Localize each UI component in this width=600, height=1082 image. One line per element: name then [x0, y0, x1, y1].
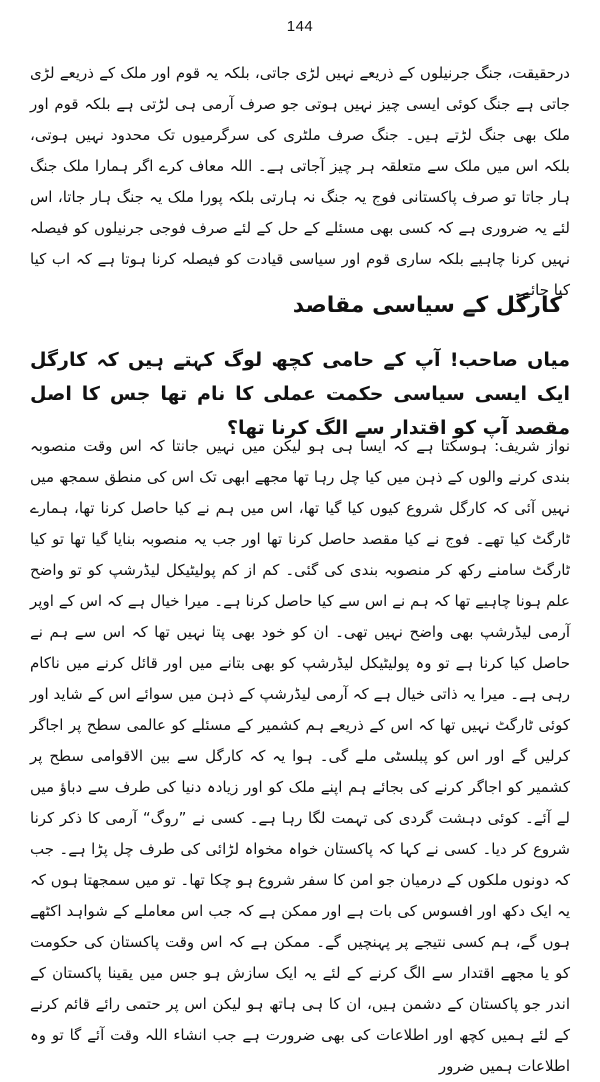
- intro-paragraph: درحقیقت، جنگ جرنیلوں کے ذریعے نہیں لڑی جاتی، بلکہ یہ قوم اور ملک کے ذریعے لڑی جاتی ہے جنگ کوئی ایسی چیز نہیں ہوتی جو صرف آرمی ہی لڑتی ہے بلکہ قوم اور ملک بھی جنگ لڑتے ہیں۔ جنگ صرف ملٹری کی سرگرمیوں تک محدود نہیں ہوتی، بلکہ اس میں ملک سے متعلقہ ہر چیز آجاتی ہے۔ اللہ معاف کرے اگر ہمارا ملک جنگ ہار جاتا تو صرف پاکستانی فوج یہ جنگ نہ ہارتی بلکہ پورا ملک یہ جنگ ہار جاتا، اس لئے یہ ضروری ہے کہ کسی بھی مسئلے کے حل کے لئے صرف فوجی جرنیلوں کو فیصلہ نہیں کرنا چاہیے بلکہ ساری قوم اور سیاسی قیادت کو فیصلہ کرنا ہوتا ہے کہ اب کیا کیا جائے۔: [30, 64, 570, 299]
- section-heading: کارگل کے سیاسی مقاصد: [292, 293, 562, 318]
- page-number: 144: [286, 18, 314, 35]
- page-content: [30, 58, 570, 1075]
- interview-answer: نواز شریف: ہوسکتا ہے کہ ایسا ہی ہو لیکن میں نہیں جانتا کہ اس وقت منصوبہ بندی کرنے والوں کے ذہن میں کیا چل رہا تھا مجھے ابھی تک اس کی منطق سمجھ میں نہیں آئی کہ کارگل شروع کیوں کیا گیا تھا، اس میں ہم نے کیا حاصل کرنا تھا، ہمارے ٹارگٹ کیا تھے۔ فوج نے کیا مقصد حاصل کرنا تھا اور جب یہ منصوبہ بنایا گیا تھا تو کیا ٹارگٹ سامنے رکھ کر منصوبہ بندی کی گئی۔ کم از کم پولیٹیکل لیڈرشپ کو تو واضح علم ہونا چاہیے تھا کہ ہم نے اس سے کیا حاصل کرنا ہے۔ میرا خیال ہے کہ اس کے اوپر آرمی لیڈرشپ بھی واضح نہیں تھی۔ ان کو خود بھی پتا نہیں تھا کہ اس سے ہم نے حاصل کیا کرنا ہے تو وہ پولیٹیکل لیڈرشپ کو بھی بتانے میں اور قائل کرنے میں ناکام رہی ہے۔ میرا یہ ذاتی خیال ہے کہ آرمی لیڈرشپ کے ذہن میں سوائے اس کے شاید اور کوئی ٹارگٹ نہیں تھا کہ اس کے ذریعے ہم کشمیر کے مسئلے کو عالمی سطح پر اجاگر کرلیں گے اور اس کو پبلسٹی ملے گی۔ ہوا یہ کہ کارگل سے بین الاقوامی سطح پر کشمیر کو اجاگر کرنے کی بجائے ہم اپنے ملک کو اور زیادہ دنیا کی طرف سے دباؤ میں لے آئے۔ کوئی دہشت گردی کی تہمت لگا رہا ہے۔ کسی نے ”روگ“ آرمی کا ذکر کرنا شروع کر دیا۔ کسی نے کہا کہ پاکستان خواہ مخواہ لڑائی کی طرف چل پڑا ہے۔ جب کہ دونوں ملکوں کے درمیان جو امن کا سفر شروع ہو چکا تھا۔ تو میں سمجھتا ہوں کہ یہ ایک دکھ اور افسوس کی بات ہے اور ممکن ہے کہ جب اس معاملے کے شواہد اکٹھے ہوں گے، ہم کسی نتیجے پر پہنچیں گے۔ ممکن ہے کہ اس وقت پاکستان کی حکومت کو یا مجھے اقتدار سے الگ کرنے کے لئے یہ ایک سازش ہو جس میں یقینا پاکستان کے اندر جو پاکستان کے دشمن ہیں، ان کا ہی ہاتھ ہو لیکن اس پر حتمی رائے قائم کرنے کے لئے ہمیں کچھ اور اطلاعات کی بھی ضرورت ہے جب انشاء اللہ وقت آئے گا تو وہ اطلاعات ہمیں ضرور: [30, 437, 570, 1075]
- interview-question: میاں صاحب! آپ کے حامی کچھ لوگ کہتے ہیں کہ کارگل ایک ایسی سیاسی حکمت عملی کا نام تھا جس کا اصل مقصد آپ کو اقتدار سے الگ کرنا تھا؟: [30, 349, 570, 439]
